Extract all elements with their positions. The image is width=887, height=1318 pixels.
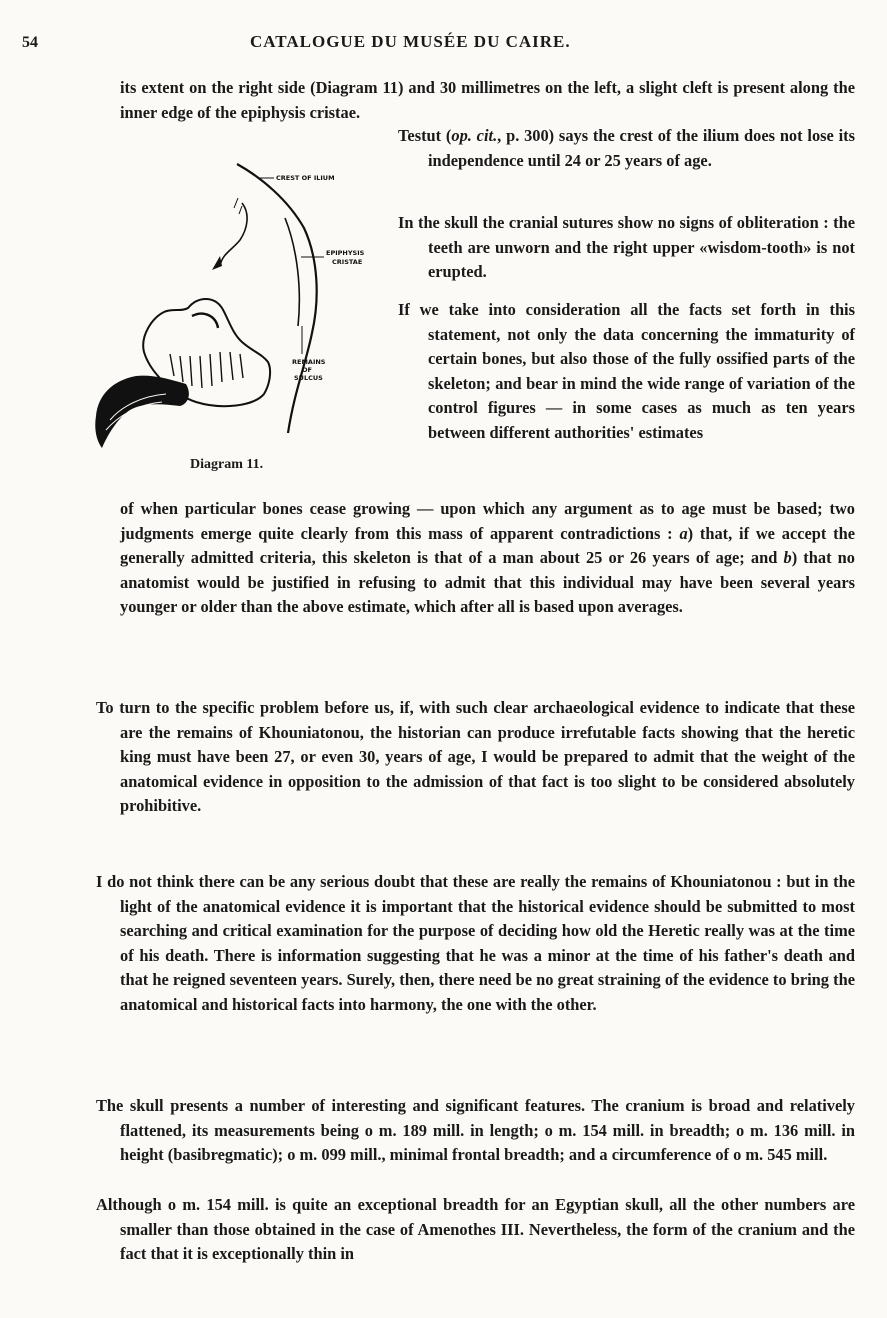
diagram-caption: Diagram 11. bbox=[190, 457, 264, 472]
crest-outline bbox=[237, 164, 317, 433]
paragraph-continuation: its extent on the right side (Diagram 11) and 30 millimetres on the left, a slight cleft is present along the inner edge of the epiphysis cristae. bbox=[120, 78, 855, 122]
crest-label: CREST OF ILIUM bbox=[276, 174, 335, 182]
running-title: CATALOGUE DU MUSÉE DU CAIRE. bbox=[250, 32, 571, 51]
paragraph-breadth: Although o m. 154 mill. is quite an exceptional breadth for an Egyptian skull, all the other numbers are smaller than those obtained in the case of Amenothes III. Nevertheless, the form of the cranium and the fact that it is exceptionally thin in bbox=[96, 1195, 855, 1263]
paragraph-testut: Testut (op. cit., p. 300) says the crest of the ilium does not lose its independence until 24 or 25 years of age. bbox=[398, 126, 855, 170]
svg-text:EPIPHYSIS: EPIPHYSIS bbox=[326, 249, 365, 257]
paragraph-khouniatonou: I do not think there can be any serious doubt that these are really the remains of Khouniatonou : but in the light of the anatomical evidence it is important that the historical evidence should be submitted to most searching and critical examination for the purpose of deciding how old the Heretic really was at the time of his death. There is information suggesting that he was a minor at the time of his father's death and that he reigned seventeen years. Surely, then, there need be no great straining of the evidence to bring the anatomical and historical facts into harmony, the one with the other. bbox=[96, 872, 855, 1014]
paragraph-facts-start: If we take into consideration all the facts set forth in this statement, not only the data concerning the immaturity of certain bones, but also those of the fully ossified parts of the skeleton; and bear in mind the wide range of variation of the control figures — in some cases as much as ten years between different authorities' estimates bbox=[398, 300, 855, 442]
page-number: 54 bbox=[22, 34, 38, 51]
sacrum-shading bbox=[95, 376, 189, 448]
epiphysis-line bbox=[285, 218, 299, 326]
paragraph-skull-features: The skull presents a number of interesting and significant features. The cranium is broad and relatively flattened, its measurements being o m. 189 mill. in length; o m. 154 mill. in breadth; o m. 136 mill. in height (basibregmatic); o m. 099 mill., minimal frontal breadth; and a circumference of o m. 545 mill. bbox=[96, 1096, 855, 1164]
ilium-diagram bbox=[92, 158, 392, 458]
paragraph-specific-problem: To turn to the specific problem before us, if, with such clear archaeological evidence to indicate that these are the remains of Khouniatonou, the historian can produce irrefutable facts showing that the heretic king must have been 27, or even 30, years of age, I would be prepared to admit that the weight of the anatomical evidence in opposition to the admission of that fact is too slight to be considered absolutely prohibitive. bbox=[96, 698, 855, 815]
svg-text:SULCUS: SULCUS bbox=[294, 374, 323, 382]
svg-text:CRISTAE: CRISTAE bbox=[332, 258, 363, 266]
paragraph-facts-continued: of when particular bones cease growing — upon which any argument as to age must be based; two judgments emerge quite clearly from this mass of apparent contradictions : a) that, if we accept the generally admitted criteria, this skeleton is that of a man about 25 or 26 years of age; and b) that no anatomist would be justified in refusing to admit that this individual may have been several years younger or older than the above estimate, which after all is based upon averages. bbox=[120, 499, 855, 616]
svg-text:OF: OF bbox=[302, 366, 312, 374]
paragraph-skull-sutures: In the skull the cranial sutures show no signs of obliteration : the teeth are unworn and the right upper «wisdom-tooth» is not erupted. bbox=[398, 213, 855, 281]
svg-text:REMAINS: REMAINS bbox=[292, 358, 326, 366]
